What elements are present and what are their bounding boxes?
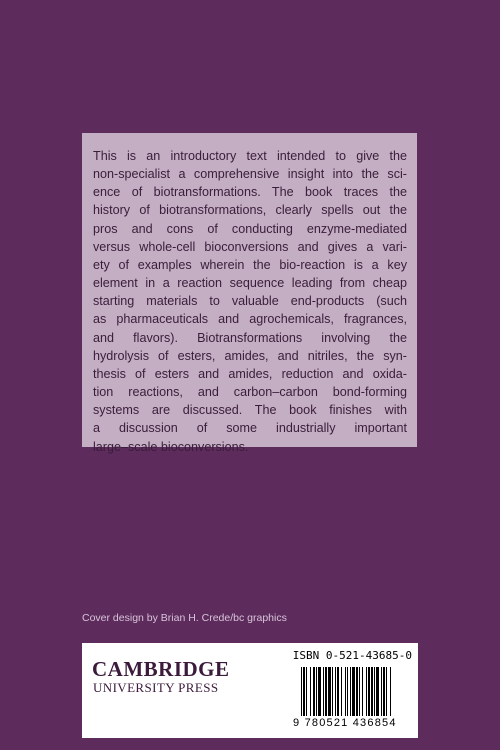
blurb-line: pros and cons of conducting enzyme-mediated xyxy=(93,221,407,236)
blurb-line: as pharmaceuticals and agrochemicals, fragrances, xyxy=(93,312,407,327)
blurb-line: history of biotransformations, clearly spells out the xyxy=(93,203,407,218)
cover-design-credit: Cover design by Brian H. Crede/bc graphics xyxy=(82,612,287,624)
publisher-panel xyxy=(82,643,418,738)
blurb-line: systems are discussed. The book finishes with xyxy=(93,403,407,418)
blurb-line: starting materials to valuable end-products (such xyxy=(93,294,407,309)
isbn-label: ISBN 0-521-43685-0 xyxy=(292,649,412,662)
publisher-subtitle: UNIVERSITY PRESS xyxy=(93,680,219,695)
barcode-image xyxy=(301,667,404,716)
blurb-line: thesis of esters and amides, reduction and oxida- xyxy=(93,366,407,381)
blurb-line: large–scale bioconversions. xyxy=(93,439,249,454)
publisher-name: CAMBRIDGE xyxy=(92,657,230,681)
blurb-line: versus whole-cell bioconversions and gives a vari- xyxy=(93,239,407,254)
blurb-line: non-specialist a comprehensive insight into the sci- xyxy=(93,167,407,182)
blurb-line: This is an introductory text intended to give the xyxy=(93,149,407,163)
blurb-box xyxy=(82,133,417,454)
blurb-line: element in a reaction sequence leading from cheap xyxy=(93,276,407,291)
blurb-line: ence of biotransformations. The book traces the xyxy=(93,185,407,200)
barcode-number: 9 780521 436854 xyxy=(293,717,397,729)
blurb-line: ety of examples wherein the bio-reaction is a key xyxy=(93,257,407,272)
blurb-line: hydrolysis of esters, amides, and nitriles, the syn- xyxy=(93,348,407,363)
blurb-line: a discussion of some industrially important xyxy=(93,421,407,436)
blurb-line: and flavors). Biotransformations involving the xyxy=(93,330,407,345)
blurb-line: tion reactions, and carbon–carbon bond-forming xyxy=(93,385,407,400)
